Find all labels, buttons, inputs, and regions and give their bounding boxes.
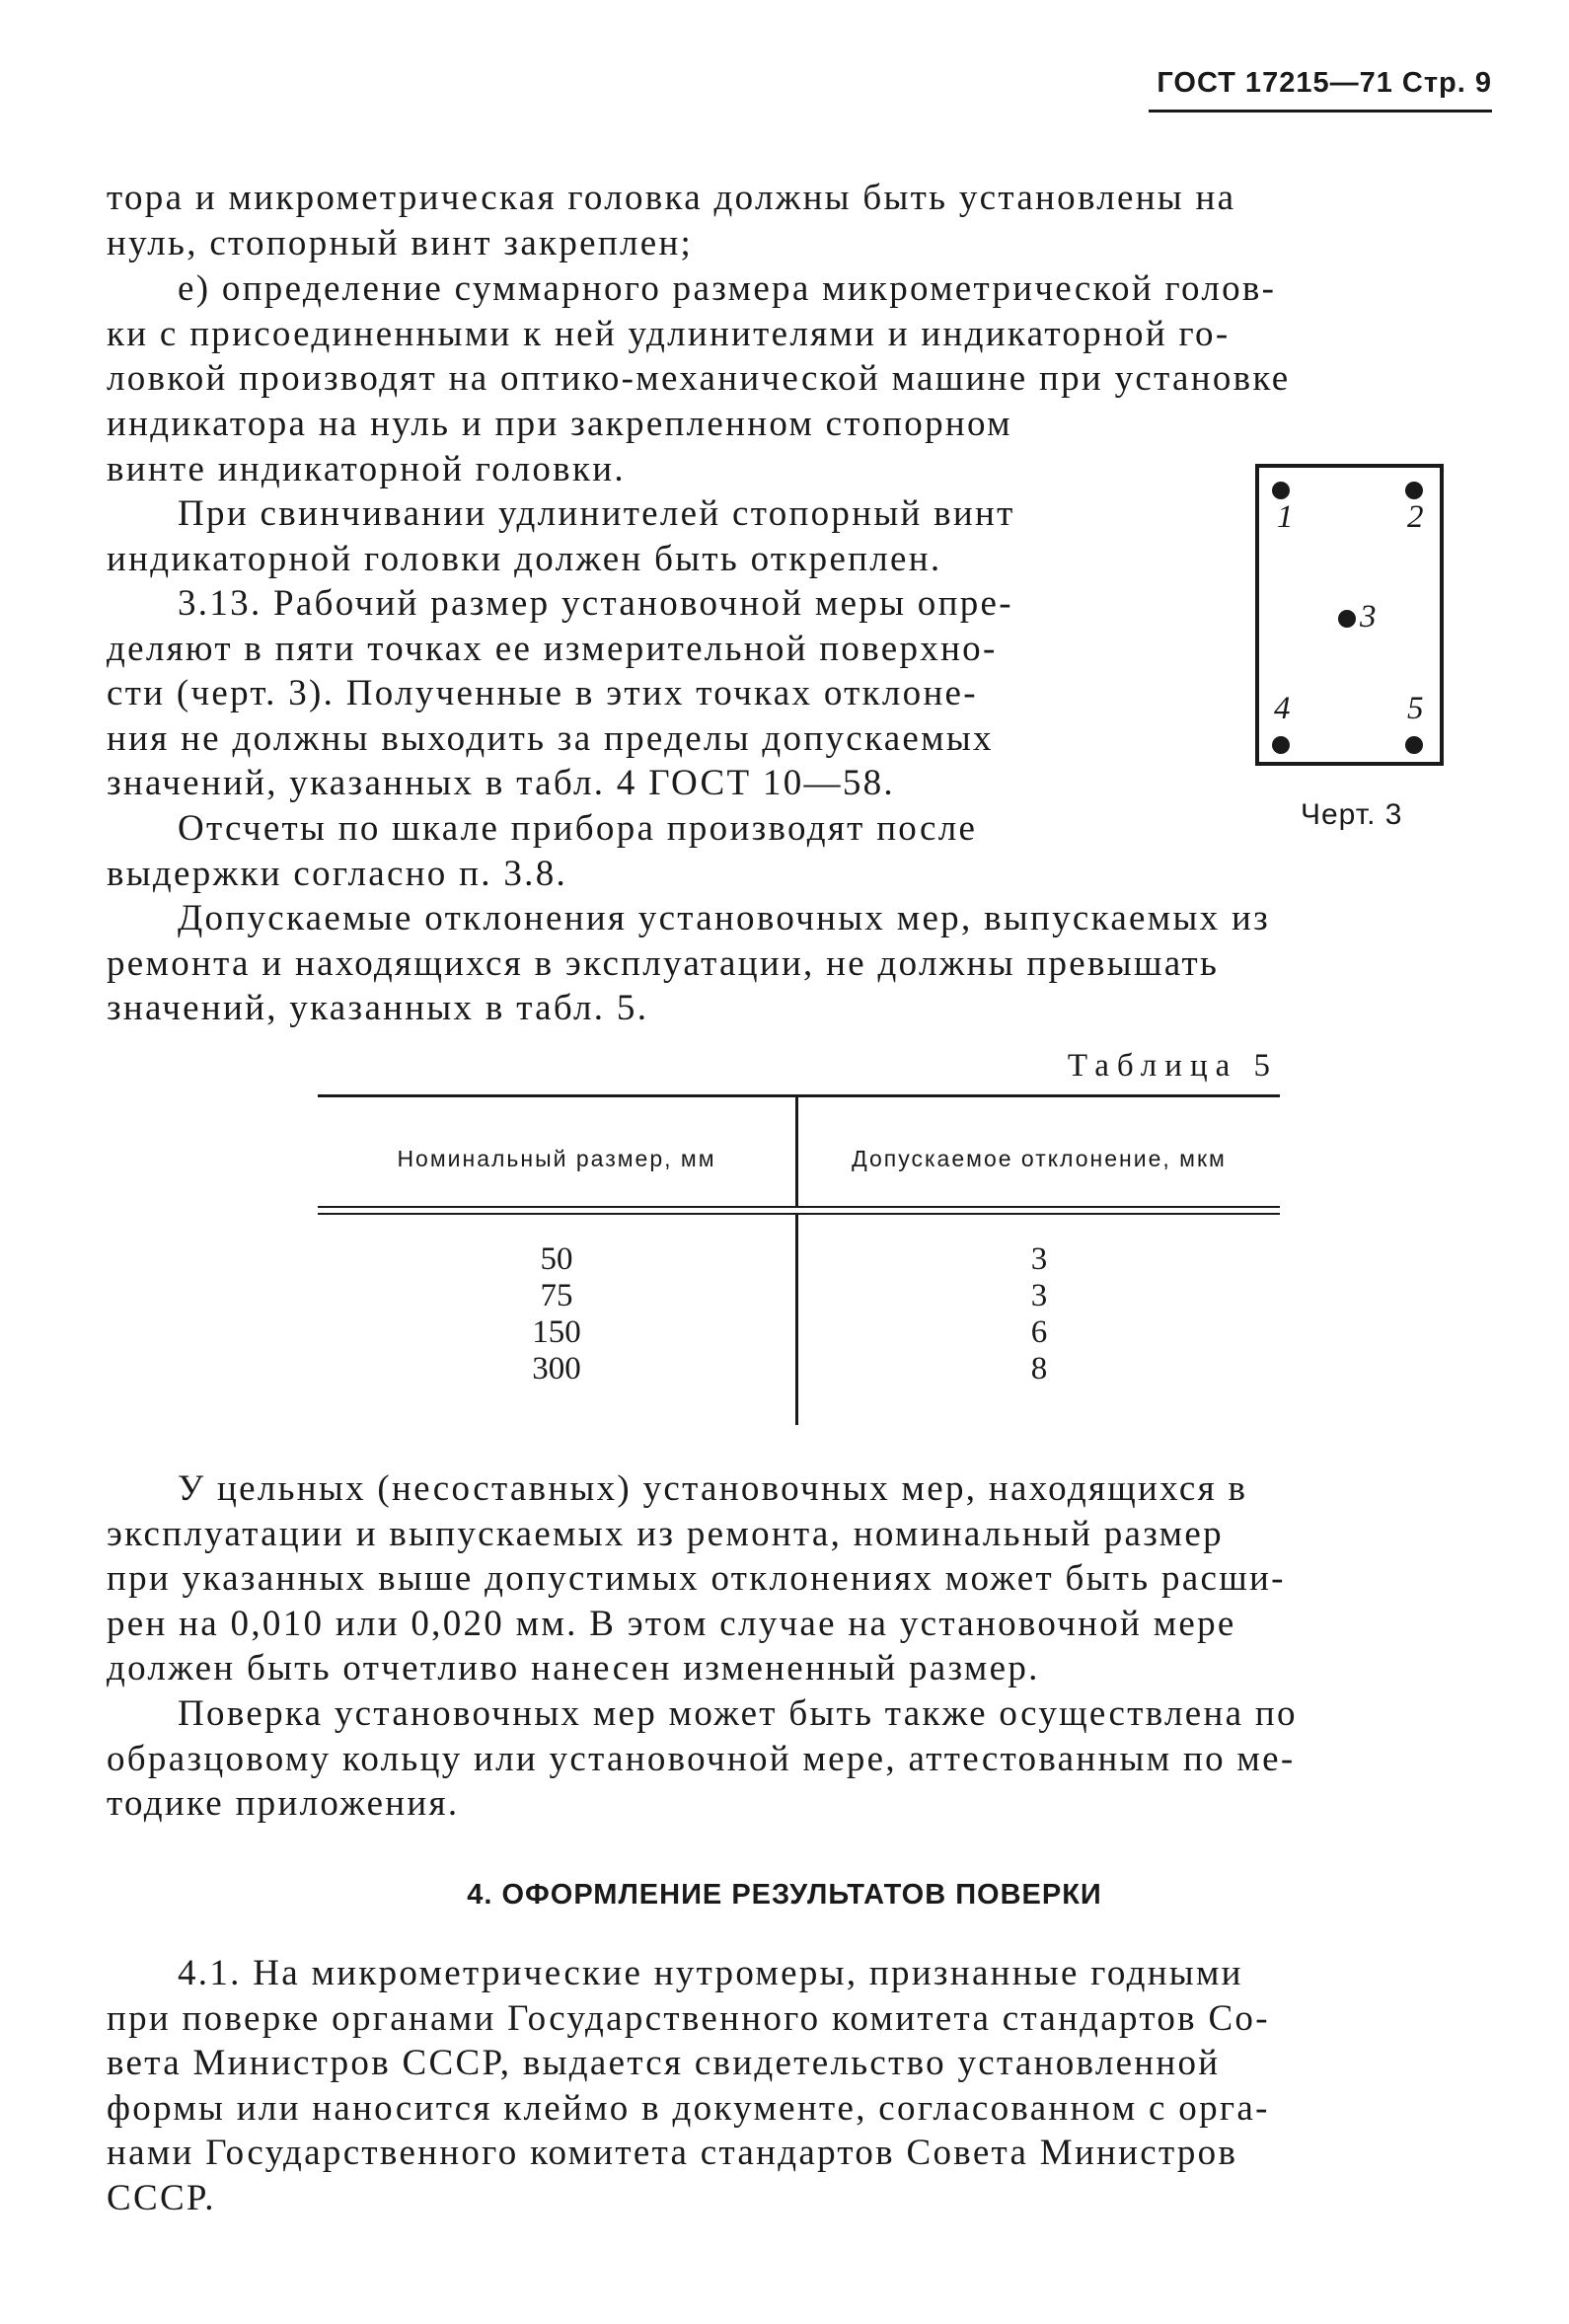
point-4-label: 4	[1274, 691, 1291, 726]
text-line: Отсчеты по шкале прибора производят после	[178, 808, 978, 849]
text-line: ния не должны выходить за пределы допускаемых	[107, 717, 994, 759]
table-cell: 75	[540, 1278, 573, 1313]
table-cell: 300	[532, 1351, 581, 1387]
point-5-label: 5	[1407, 691, 1424, 726]
text-line: 3.13. Рабочий размер установочной меры опре-	[178, 583, 1013, 624]
text-line: ки с присоединенными к ней удлинителями и индикаторной го-	[107, 313, 1231, 354]
text-line: при указанных выше допустимых отклонениях может быть расши-	[107, 1558, 1286, 1599]
table-top-rule	[318, 1094, 1280, 1097]
table-cell: 8	[1030, 1351, 1048, 1387]
paragraph-2-continued	[107, 402, 1167, 491]
paragraph-4-1	[107, 1951, 1483, 2220]
text-line: При свинчивании удлинителей стопорный винт	[178, 493, 1015, 534]
figure-caption: Черт. 3	[1301, 798, 1403, 831]
paragraph-3-13	[107, 581, 1167, 806]
paragraph-5	[107, 806, 1167, 896]
point-2-dot	[1405, 482, 1423, 499]
text-line: винте индикаторной головки.	[107, 448, 626, 489]
point-4-dot	[1272, 736, 1290, 754]
text-line: сти (черт. 3). Полученные в этих точках отклоне-	[107, 673, 978, 713]
text-line: Допускаемые отклонения установочных мер, выпускаемых из	[178, 898, 1271, 938]
text-line: при поверке органами Государственного комитета стандартов Со-	[107, 1997, 1270, 2039]
text-line: тодике приложения.	[107, 1783, 460, 1824]
text-line: 4.1. На микрометрические нутромеры, признанные годными	[178, 1953, 1243, 1993]
text-line: ремонта и находящихся в эксплуатации, не должны превышать	[107, 942, 1220, 984]
paragraph-8	[107, 1691, 1483, 1827]
text-line: индикаторной головки должен быть откреплен.	[107, 538, 942, 579]
text-line: вета Министров СССР, выдается свидетельство установленной	[107, 2043, 1221, 2083]
text-line: ловкой производят на оптико-механической машине при установке	[107, 358, 1291, 399]
paragraph-2	[107, 266, 1483, 402]
text-line: нами Государственного комитета стандартов Совета Министров	[107, 2133, 1238, 2173]
table-header-nominal: Номинальный размер, мм	[397, 1146, 716, 1171]
text-line: эксплуатации и выпускаемых из ремонта, номинальный размер	[107, 1513, 1224, 1554]
table-column-nominal	[318, 1241, 795, 1387]
text-line: значений, указанных в табл. 5.	[107, 988, 649, 1028]
text-line: формы или наносится клеймо в документе, согласованном с орга-	[107, 2087, 1270, 2129]
text-line: выдержки согласно п. 3.8.	[107, 853, 568, 894]
text-line: тора и микрометрическая головка должны быть установлены на	[107, 178, 1236, 218]
table-title: Таблица 5	[1067, 1048, 1278, 1084]
point-1-label: 1	[1277, 499, 1294, 535]
text-line: е) определение суммарного размера микрометрической голов-	[178, 268, 1277, 309]
table-cell: 6	[1030, 1314, 1048, 1350]
point-1-dot	[1272, 482, 1290, 499]
paragraph-6	[107, 896, 1483, 1031]
measurement-points-figure	[1255, 464, 1444, 766]
table-cell: 3	[1030, 1241, 1048, 1277]
point-3-label: 3	[1360, 599, 1377, 635]
paragraph-1	[107, 176, 1483, 265]
text-line: значений, указанных в табл. 4 ГОСТ 10—58.	[107, 763, 895, 803]
text-line: образцовому кольцу или установочной мере, аттестованным по ме-	[107, 1738, 1296, 1779]
table-column-deviation	[798, 1241, 1280, 1387]
table-header-deviation: Допускаемое отклонение, мкм	[852, 1146, 1227, 1171]
paragraph-3	[107, 491, 1167, 581]
section-title: 4. ОФОРМЛЕНИЕ РЕЗУЛЬТАТОВ ПОВЕРКИ	[467, 1879, 1102, 1911]
table-cell: 50	[540, 1241, 573, 1277]
text-line: У цельных (несоставных) установочных мер, находящихся в	[178, 1468, 1248, 1509]
text-line: должен быть отчетливо нанесен измененный размер.	[107, 1648, 1040, 1688]
text-line: индикатора на нуль и при закрепленном стопорном	[107, 404, 1012, 444]
text-line: рен на 0,010 или 0,020 мм. В этом случае на установочной мере	[107, 1603, 1236, 1644]
text-line: деляют в пяти точках ее измерительной поверхно-	[107, 628, 998, 669]
table-cell: 3	[1030, 1278, 1048, 1313]
table-double-rule-bottom	[318, 1213, 1280, 1215]
text-line: СССР.	[107, 2177, 216, 2218]
page-header: ГОСТ 17215—71 Стр. 9	[1149, 67, 1492, 112]
text-line: Поверка установочных мер может быть также осуществлена по	[178, 1693, 1298, 1734]
table-double-rule-top	[318, 1206, 1280, 1208]
point-2-label: 2	[1407, 499, 1424, 535]
table-cell: 150	[532, 1314, 581, 1350]
text-line: нуль, стопорный винт закреплен;	[107, 222, 694, 263]
point-3-dot	[1338, 610, 1356, 628]
paragraph-7	[107, 1466, 1483, 1691]
point-5-dot	[1405, 736, 1423, 754]
